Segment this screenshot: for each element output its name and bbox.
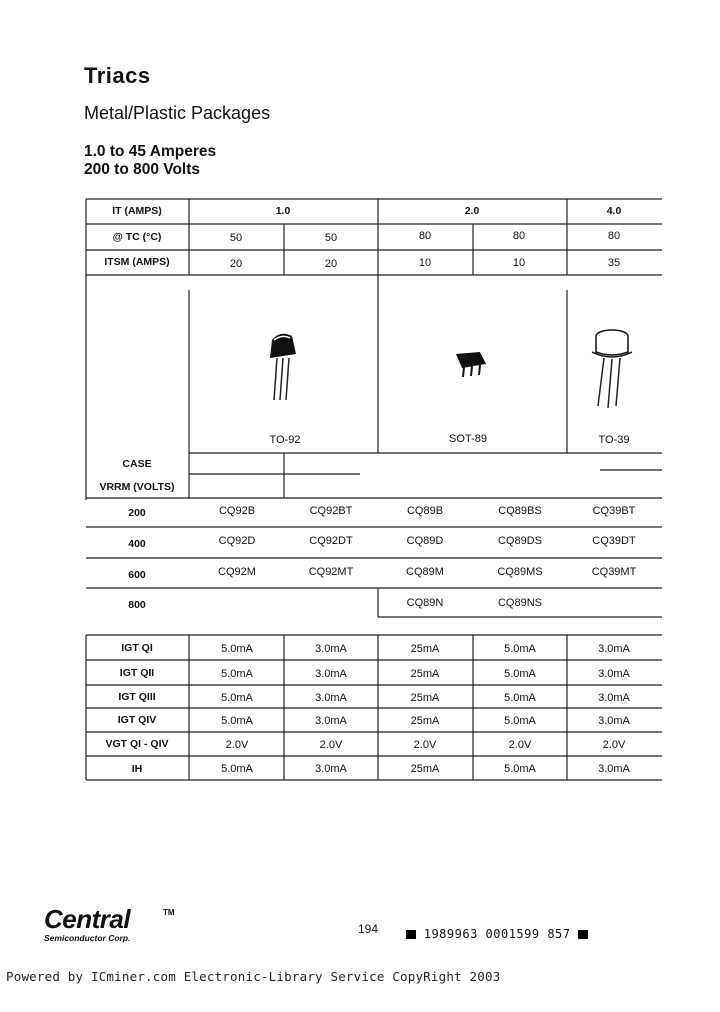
param-cell: 25mA <box>410 692 440 704</box>
page-title: Triacs <box>84 63 151 88</box>
spec-summary <box>84 143 216 179</box>
part-cell: CQ89DS <box>497 535 543 547</box>
part-cell: CQ89N <box>406 597 444 609</box>
itsm-value-3: 10 <box>418 257 432 269</box>
param-cell: 2.0V <box>413 739 437 751</box>
it-value-3: 4.0 <box>606 205 622 217</box>
voltage-label-400: 400 <box>128 538 146 550</box>
param-cell: 2.0V <box>225 739 249 751</box>
param-cell: 25mA <box>410 715 440 727</box>
part-cell: CQ39DT <box>592 535 636 547</box>
tc-value-1: 50 <box>229 232 243 244</box>
case-label-to39: TO-39 <box>598 434 630 446</box>
part-cell: CQ92D <box>218 535 256 547</box>
part-cell: CQ92B <box>218 505 256 517</box>
sot89-package-image <box>450 348 490 380</box>
page-number: 194 <box>358 922 379 936</box>
param-cell: 5.0mA <box>504 643 536 655</box>
itsm-value-5: 35 <box>607 257 621 269</box>
param-cell: 5.0mA <box>221 668 253 680</box>
barcode-mark-icon <box>578 930 588 939</box>
catalog-code-text: 1989963 0001599 857 <box>423 927 571 941</box>
param-cell: 3.0mA <box>315 692 347 704</box>
param-label: IGT QII <box>119 667 155 679</box>
case-label-sot89: SOT-89 <box>449 433 487 445</box>
param-cell: 2.0V <box>508 739 532 751</box>
spec-voltage-range: 200 to 800 Volts <box>84 161 201 178</box>
row-label-tc: @ TC (°C) <box>112 231 162 243</box>
trademark-mark: TM <box>163 908 175 917</box>
part-cell: CQ89B <box>406 505 444 517</box>
part-cell: CQ39MT <box>591 566 637 578</box>
to92-package-image <box>262 328 306 404</box>
param-cell: 3.0mA <box>315 715 347 727</box>
param-cell: 5.0mA <box>504 692 536 704</box>
param-cell: 3.0mA <box>315 643 347 655</box>
param-cell: 25mA <box>410 763 440 775</box>
param-cell: 5.0mA <box>221 715 253 727</box>
param-cell: 2.0V <box>319 739 343 751</box>
row-label-case: CASE <box>122 458 152 470</box>
itsm-value-1: 20 <box>229 258 243 270</box>
barcode-mark-icon <box>406 930 416 939</box>
case-label-to92: TO-92 <box>269 434 301 446</box>
powered-by-notice: Powered by ICminer.com Electronic-Library Service CopyRight 2003 <box>6 969 501 984</box>
central-logo: Central <box>44 904 131 934</box>
part-cell: CQ39BT <box>592 505 636 517</box>
it-value-1: 1.0 <box>275 205 291 217</box>
param-cell: 5.0mA <box>221 692 253 704</box>
itsm-value-4: 10 <box>512 257 526 269</box>
voltage-label-200: 200 <box>128 507 146 519</box>
part-cell: CQ92BT <box>309 505 353 517</box>
param-label: IH <box>131 763 143 775</box>
spec-current-range: 1.0 to 45 Amperes <box>84 143 217 160</box>
param-label: VGT QI - QIV <box>105 738 169 750</box>
company-name: Semiconductor Corp. <box>44 933 131 943</box>
param-label: IGT QI <box>121 642 153 654</box>
tc-value-2: 50 <box>324 232 338 244</box>
part-cell: CQ89BS <box>498 505 542 517</box>
param-label: IGT QIII <box>118 691 156 703</box>
tc-value-3: 80 <box>418 230 432 242</box>
param-cell: 3.0mA <box>598 668 630 680</box>
row-label-itsm: ITSM (AMPS) <box>104 256 170 268</box>
row-label-vrrm: VRRM (VOLTS) <box>99 481 175 493</box>
tc-value-5: 80 <box>607 230 621 242</box>
voltage-label-600: 600 <box>128 569 146 581</box>
param-cell: 5.0mA <box>504 668 536 680</box>
param-cell: 25mA <box>410 668 440 680</box>
part-cell: CQ92M <box>218 566 256 578</box>
part-cell: CQ89NS <box>497 597 543 609</box>
param-cell: 5.0mA <box>504 763 536 775</box>
param-label: IGT QIV <box>117 714 157 726</box>
itsm-value-2: 20 <box>324 258 338 270</box>
param-cell: 3.0mA <box>315 763 347 775</box>
row-label-it: IT (AMPS) <box>112 205 162 217</box>
voltage-label-800: 800 <box>128 599 146 611</box>
to39-package-image <box>588 322 640 412</box>
param-cell: 2.0V <box>602 739 626 751</box>
param-cell: 3.0mA <box>598 643 630 655</box>
tc-value-4: 80 <box>512 230 526 242</box>
part-cell: CQ89MS <box>497 566 543 578</box>
it-value-2: 2.0 <box>464 205 480 217</box>
param-cell: 5.0mA <box>504 715 536 727</box>
part-cell: CQ92MT <box>308 566 354 578</box>
param-cell: 3.0mA <box>598 692 630 704</box>
param-cell: 5.0mA <box>221 643 253 655</box>
param-cell: 25mA <box>410 643 440 655</box>
param-cell: 5.0mA <box>221 763 253 775</box>
part-cell: CQ89M <box>406 566 444 578</box>
part-cell: CQ92DT <box>309 535 353 547</box>
param-cell: 3.0mA <box>598 715 630 727</box>
page-subtitle: Metal/Plastic Packages <box>84 103 271 123</box>
part-cell: CQ89D <box>406 535 444 547</box>
catalog-code <box>406 927 588 941</box>
param-cell: 3.0mA <box>315 668 347 680</box>
param-cell: 3.0mA <box>598 763 630 775</box>
